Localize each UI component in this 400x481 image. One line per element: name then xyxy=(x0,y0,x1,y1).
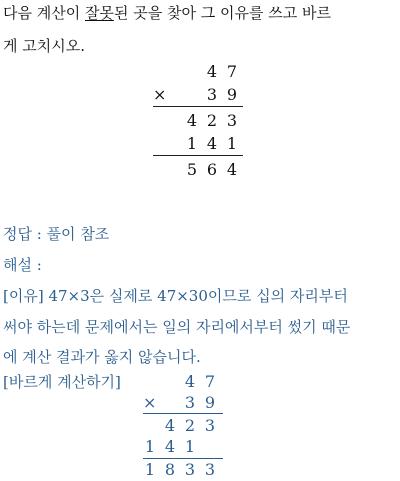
answer-digit: 4 xyxy=(164,416,176,435)
problem-digit: 4 xyxy=(186,111,198,130)
answer-rule-1 xyxy=(143,413,223,414)
answer-digit: 3 xyxy=(204,460,216,479)
problem-digit: 1 xyxy=(226,134,238,153)
answer-label: 정답 : 풀이 참조 xyxy=(3,225,110,243)
answer-digit: 1 xyxy=(144,437,156,456)
problem-rule-2 xyxy=(153,155,243,156)
question-line-1 xyxy=(3,4,331,22)
problem-rule-1 xyxy=(153,106,243,107)
answer-digit: 3 xyxy=(184,460,196,479)
explanation-label: 해설 : xyxy=(3,256,42,274)
problem-digit: 5 xyxy=(186,160,198,179)
answer-rule-2 xyxy=(143,458,223,459)
problem-digit: 6 xyxy=(206,160,218,179)
problem-digit: 4 xyxy=(226,160,238,179)
reason-line-3: 에 계산 결과가 옳지 않습니다. xyxy=(3,348,201,366)
answer-operator: × xyxy=(143,393,157,412)
problem-digit: 3 xyxy=(206,85,218,104)
answer-digit: 4 xyxy=(184,372,196,391)
problem-digit: 2 xyxy=(206,111,218,130)
answer-digit: 9 xyxy=(204,393,216,412)
answer-digit: 3 xyxy=(204,416,216,435)
answer-digit: 8 xyxy=(164,460,176,479)
reason-line-2: 써야 하는데 문제에서는 일의 자리에서부터 썼기 때문 xyxy=(3,318,351,336)
problem-digit: 4 xyxy=(206,62,218,81)
question-text-b: 된 곳을 찾아 그 이유를 쓰고 바르 xyxy=(113,4,331,22)
reason-line-1: [이유] 47×3은 실제로 47×30이므로 십의 자리부터 xyxy=(3,287,348,305)
problem-operator: × xyxy=(153,85,167,104)
answer-digit: 7 xyxy=(204,372,216,391)
correct-calc-label: [바르게 계산하기] xyxy=(3,373,121,391)
question-line-2: 게 고치시오. xyxy=(3,37,85,55)
problem-digit: 3 xyxy=(226,111,238,130)
answer-digit: 1 xyxy=(144,460,156,479)
problem-digit: 4 xyxy=(206,134,218,153)
answer-digit: 1 xyxy=(184,437,196,456)
answer-digit: 2 xyxy=(184,416,196,435)
question-underlined-word: 잘못 xyxy=(85,4,114,22)
problem-digit: 1 xyxy=(186,134,198,153)
problem-digit: 9 xyxy=(226,85,238,104)
question-text-a: 다음 계산이 xyxy=(3,4,85,22)
answer-digit: 3 xyxy=(184,393,196,412)
answer-digit: 4 xyxy=(164,437,176,456)
problem-digit: 7 xyxy=(226,62,238,81)
